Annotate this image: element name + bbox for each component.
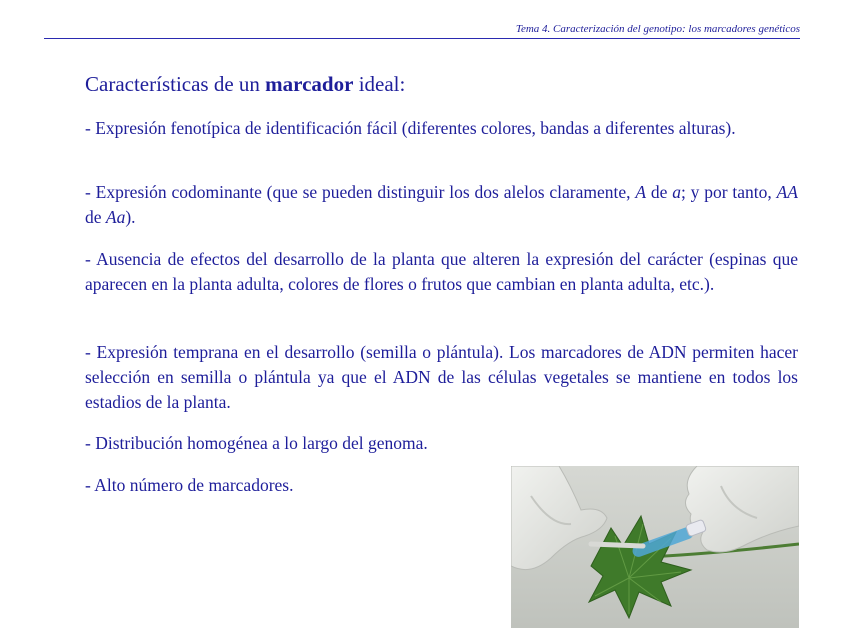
bullet-item-6 — [85, 473, 505, 498]
bullet-text-part: de — [646, 182, 673, 202]
bullet-text: - Alto número de marcadores. — [85, 475, 294, 495]
title-suffix: ideal: — [353, 72, 406, 96]
bullet-item-2 — [85, 180, 798, 230]
genotype-Aa: Aa — [105, 207, 126, 227]
title-prefix: Características de un — [85, 72, 266, 96]
bullet-text-part: - Expresión codominante (que se pueden distinguir los dos alelos claramente, — [85, 182, 636, 202]
leaf-sampling-photo — [511, 466, 799, 628]
bullet-item-1 — [85, 116, 798, 141]
genotype-AA: AA — [776, 182, 798, 202]
bullet-item-3 — [85, 247, 798, 297]
header-text: Tema 4. Caracterización del genotipo: los marcadores genéticos — [515, 23, 800, 35]
bullet-text-part: ; y por tanto, — [680, 182, 777, 202]
bullet-text: - Expresión temprana en el desarrollo (semilla o plántula). Los marcadores de ADN permiten hacer selección en semilla o plántula ya que el ADN de las células vegetales se mantiene en todos los estadios de la planta. — [85, 342, 798, 412]
bullet-item-5 — [85, 431, 505, 456]
title-bold-term: marcador — [265, 72, 354, 96]
bullet-text: - Expresión fenotípica de identificación fácil (diferentes colores, bandas a diferentes alturas). — [85, 118, 736, 138]
allele-A: A — [635, 182, 647, 202]
running-header — [44, 22, 800, 39]
bullet-text: - Ausencia de efectos del desarrollo de la planta que alteren la expresión del carácter (espinas que aparecen en la planta adulta, colores de flores o frutos que cambian en planta adulta, etc.). — [85, 249, 798, 294]
slide-title — [85, 70, 405, 98]
bullet-item-4 — [85, 340, 798, 415]
bullet-text: - Distribución homogénea a lo largo del genoma. — [85, 433, 428, 453]
bullet-text-part: ). — [125, 207, 136, 227]
bullet-text-part: de — [85, 207, 106, 227]
leaf-sampling-illustration — [511, 466, 799, 628]
allele-a: a — [672, 182, 681, 202]
